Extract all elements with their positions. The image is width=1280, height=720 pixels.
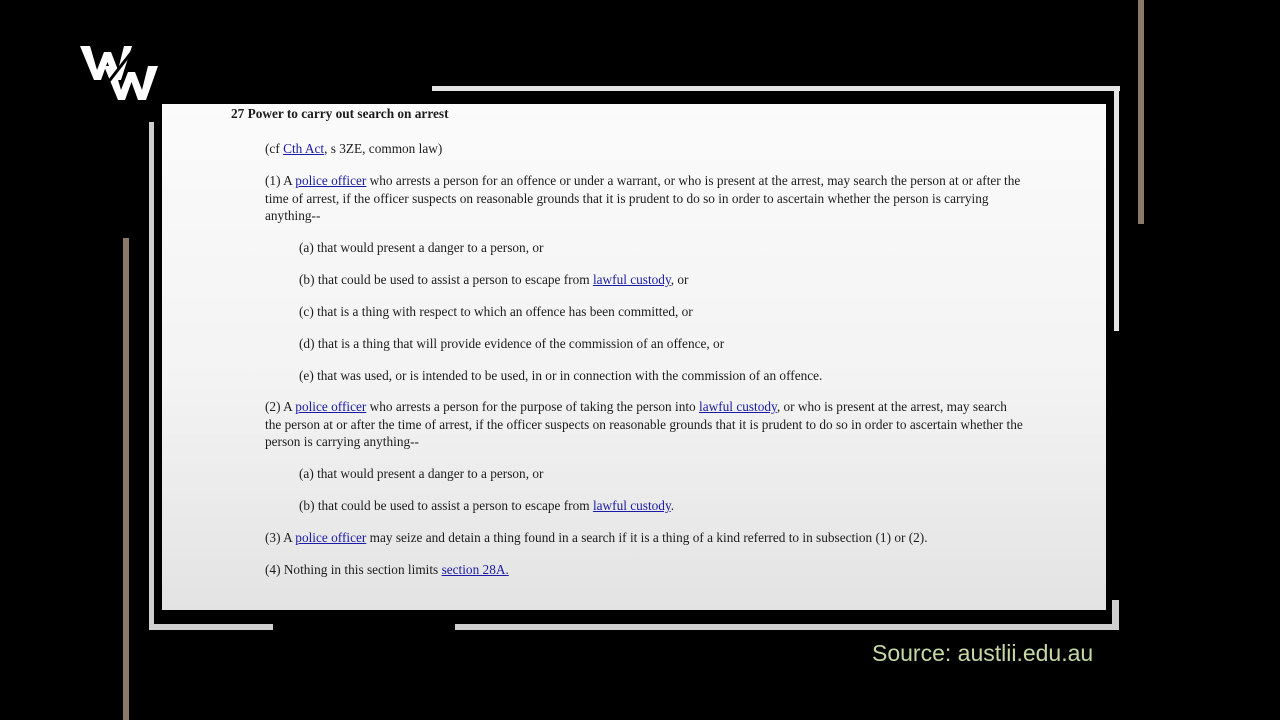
text: may seize and detain a thing found in a search if it is a thing of a kind referred to in subsection (1) or (2). xyxy=(366,530,928,545)
lawful-custody-link[interactable]: lawful custody xyxy=(592,498,671,513)
police-officer-link[interactable]: police officer xyxy=(295,173,367,188)
police-officer-link[interactable]: police officer xyxy=(295,399,367,414)
legislation-excerpt xyxy=(162,104,1106,610)
section-title: 27 Power to carry out search on arrest xyxy=(231,106,449,121)
text: (b) that could be used to assist a person to escape from xyxy=(299,498,593,513)
subsection-3 xyxy=(265,529,1065,547)
subsection-2 xyxy=(265,398,1025,451)
left-accent-bar xyxy=(123,238,129,720)
text: (4) Nothing in this section limits xyxy=(265,562,442,577)
text: who arrests a person for an offence or under a warrant, or who is present at the arrest, may search the person at or after the time of arrest, if the officer suspects on reasonable grounds that it is prudent to do so in order to ascertain whether the person is carrying anything-- xyxy=(265,173,1021,224)
text: (2) A xyxy=(265,399,296,414)
subsection-4 xyxy=(265,561,1025,579)
text: (1) A xyxy=(265,173,296,188)
subsection-1 xyxy=(265,172,1025,225)
frame-line xyxy=(432,86,1120,91)
text: . xyxy=(670,498,675,513)
frame-line xyxy=(1112,600,1119,630)
text: (3) A xyxy=(265,530,296,545)
frame-line xyxy=(149,122,154,630)
cf-reference xyxy=(265,140,1025,158)
text: , or who is present at the arrest, may search the person at or after the time of arrest, if the officer suspects on reasonable grounds that it is prudent to do so in order to ascertain whether the person is carrying anything-- xyxy=(265,399,1023,450)
lawful-custody-link[interactable]: lawful custody xyxy=(592,272,671,287)
text: who arrests a person for the purpose of taking the person into xyxy=(366,399,700,414)
section-28a-link[interactable]: section 28A. xyxy=(441,562,509,577)
lawful-custody-link[interactable]: lawful custody xyxy=(699,399,777,414)
paragraph-2b xyxy=(299,497,1019,515)
cf-suffix: , s 3ZE, common law) xyxy=(324,141,443,156)
frame-line xyxy=(149,624,273,630)
police-officer-link[interactable]: police officer xyxy=(295,530,367,545)
text: (b) that could be used to assist a person to escape from xyxy=(299,272,593,287)
paragraph-1e: (e) that was used, or is intended to be used, in or in connection with the commission of an offence. xyxy=(299,368,823,383)
paragraph-1a: (a) that would present a danger to a person, or xyxy=(299,240,544,255)
text: , or xyxy=(670,272,689,287)
paragraph-1b xyxy=(299,271,1019,289)
cth-act-link[interactable]: Cth Act xyxy=(283,141,325,156)
cf-prefix: (cf xyxy=(265,141,284,156)
source-caption: Source: austlii.edu.au xyxy=(872,640,1094,666)
right-accent-bar xyxy=(1138,0,1144,224)
frame-line xyxy=(1114,86,1119,331)
paragraph-1d: (d) that is a thing that will provide evidence of the commission of an offence, or xyxy=(299,336,725,351)
paragraph-2a: (a) that would present a danger to a person, or xyxy=(299,466,544,481)
paragraph-1c: (c) that is a thing with respect to which an offence has been committed, or xyxy=(299,304,693,319)
frame-line xyxy=(455,624,1119,630)
ww-logo-icon xyxy=(78,40,162,102)
